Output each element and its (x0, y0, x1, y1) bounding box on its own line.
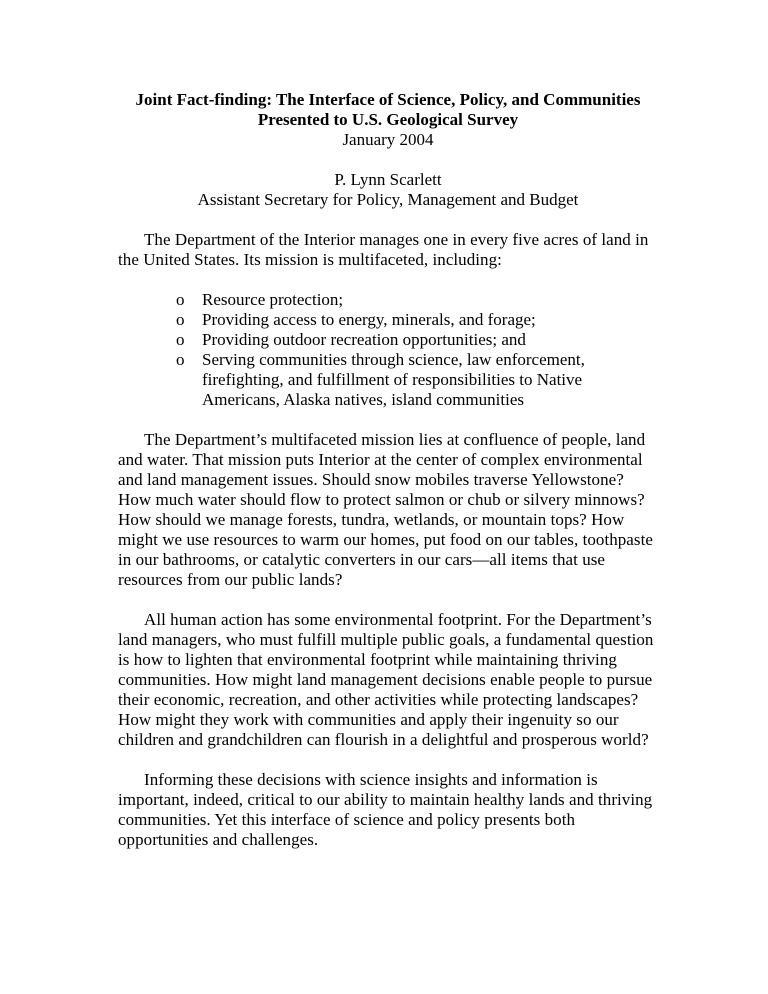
document-date: January 2004 (342, 130, 434, 149)
list-item-text: Serving communities through science, law enforcement, firefighting, and fulfillment of responsibilities to Native Americans, Alaska natives, island communities (202, 350, 585, 409)
document-title: Joint Fact-finding: The Interface of Science, Policy, and Communities (135, 90, 641, 109)
mission-list (118, 290, 658, 410)
author-position: Assistant Secretary for Policy, Management and Budget (197, 190, 579, 209)
bullet-icon: o (176, 350, 185, 369)
list-item (118, 290, 658, 310)
bullet-icon: o (176, 290, 185, 309)
author-block (118, 170, 658, 210)
bullet-icon: o (176, 330, 185, 349)
body-paragraph: All human action has some environmental footprint. For the Department’s land managers, who must fulfill multiple public goals, a fundamental question is how to lighten that environmental footprint while maintaining thriving communities. How might land management decisions enable people to pursue their economic, recreation, and other activities while protecting landscapes? How might they work with communities and apply their ingenuity so our children and grandchildren can flourish in a delightful and prosperous world? (118, 610, 654, 749)
title-block (118, 90, 658, 150)
list-item-text: Providing outdoor recreation opportunities; and (202, 330, 526, 349)
author-name: P. Lynn Scarlett (334, 170, 442, 189)
body-paragraph: The Department’s multifaceted mission lies at confluence of people, land and water. That mission puts Interior at the center of complex environmental and land management issues. Should snow mobiles traverse Yellowstone? How much water should flow to protect salmon or chub or silvery minnows? How should we manage forests, tundra, wetlands, or mountain tops? How might we use resources to warm our homes, put food on our tables, toothpaste in our bathrooms, or catalytic converters in our cars—all items that use resources from our public lands? (118, 430, 653, 589)
document-page (118, 90, 658, 850)
list-item-text: Providing access to energy, minerals, and forage; (202, 310, 536, 329)
intro-paragraph: The Department of the Interior manages one in every five acres of land in the United States. Its mission is multifaceted, including: (118, 230, 649, 269)
list-item (118, 330, 658, 350)
body-paragraph: Informing these decisions with science insights and information is important, indeed, critical to our ability to maintain healthy lands and thriving communities. Yet this interface of science and policy presents both opportunities and challenges. (118, 770, 653, 849)
list-item-text: Resource protection; (202, 290, 344, 309)
list-item (118, 350, 658, 410)
document-subtitle: Presented to U.S. Geological Survey (257, 110, 519, 129)
bullet-icon: o (176, 310, 185, 329)
list-item (118, 310, 658, 330)
